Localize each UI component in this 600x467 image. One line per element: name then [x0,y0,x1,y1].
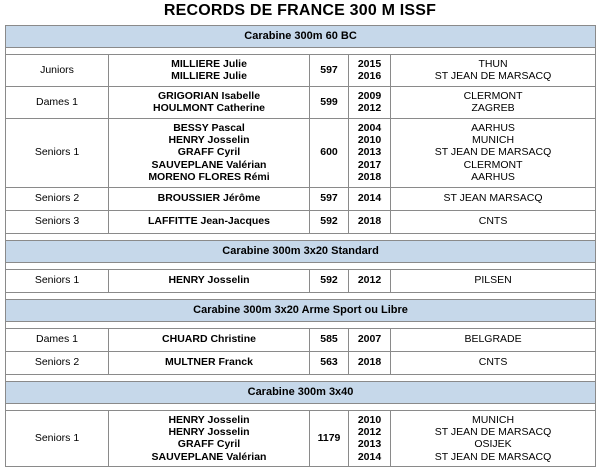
record-year-cell [349,86,391,118]
record-year: 2018 [357,171,382,184]
records-table-body [6,26,596,467]
category-cell: Seniors 3 [6,210,109,233]
record-place: MUNICH [472,133,515,146]
record-year: 2010 [357,413,382,426]
category-cell: Seniors 2 [6,187,109,210]
shooter-name-cell [109,210,310,233]
record-year: 2014 [357,450,382,463]
page-title: RECORDS DE FRANCE 300 M ISSF [163,2,437,19]
category-cell: Dames 1 [6,328,109,351]
record-place: MUNICH [472,413,515,426]
record-year: 2014 [357,192,382,205]
record-year: 2012 [357,274,382,287]
table-row [6,351,596,374]
shooter-name-cell [109,269,310,292]
shooter-name: GRAFF Cyril [177,146,241,159]
score-cell: 592 [310,210,349,233]
section-spacer [6,374,596,381]
record-place: CLERMONT [463,158,523,171]
section-title: Carabine 300m 3x20 Arme Sport ou Libre [6,299,596,321]
table-row [6,269,596,292]
category-cell: Seniors 1 [6,118,109,187]
record-year-cell [349,328,391,351]
category-cell: Seniors 2 [6,351,109,374]
category-cell: Dames 1 [6,86,109,118]
record-place: ST JEAN DE MARSACQ [434,425,552,438]
record-year: 2013 [357,146,382,159]
record-place: ST JEAN MARSACQ [443,192,543,205]
shooter-name: CHUARD Christine [162,333,256,346]
section-spacer [6,262,596,269]
shooter-name-cell [109,328,310,351]
record-place: CLERMONT [463,89,523,102]
shooter-name: MULTNER Franck [165,356,253,369]
shooter-name: BESSY Pascal [173,121,245,134]
record-year: 2010 [357,133,382,146]
table-row [6,187,596,210]
section-header-row [6,381,596,403]
table-row [6,328,596,351]
record-year-cell [349,351,391,374]
shooter-name: MILLIERE Julie [171,57,247,70]
section-spacer [6,48,596,55]
score-cell: 600 [310,118,349,187]
shooter-name: MORENO FLORES Rémi [148,171,270,184]
record-year: 2004 [357,121,382,134]
record-year-cell [349,269,391,292]
score-cell: 585 [310,328,349,351]
score-cell: 599 [310,86,349,118]
record-place-cell [391,86,596,118]
shooter-name: HENRY Josselin [168,133,250,146]
section-header-row [6,26,596,48]
record-place-cell [391,328,596,351]
score-cell: 597 [310,55,349,87]
record-year-cell [349,210,391,233]
record-place-cell [391,55,596,87]
record-place-cell [391,269,596,292]
section-spacer [6,403,596,410]
shooter-name-cell [109,118,310,187]
shooter-name: HENRY Josselin [168,413,250,426]
records-table-container [5,25,595,467]
record-place: ZAGREB [471,102,515,115]
record-place: BELGRADE [464,333,522,346]
record-year: 2016 [357,70,382,83]
section-title: Carabine 300m 60 BC [6,26,596,48]
score-cell: 1179 [310,410,349,467]
shooter-name: HENRY Josselin [168,274,250,287]
record-place: CNTS [478,215,508,228]
record-place-cell [391,187,596,210]
record-year: 2012 [357,102,382,115]
shooter-name: HOULMONT Catherine [152,102,265,115]
shooter-name: HENRY Josselin [168,425,250,438]
record-year: 2015 [357,57,382,70]
record-year-cell [349,410,391,467]
section-spacer [6,233,596,240]
record-place: CNTS [478,356,508,369]
score-cell: 592 [310,269,349,292]
shooter-name-cell [109,351,310,374]
shooter-name-cell [109,86,310,118]
section-title: Carabine 300m 3x40 [6,381,596,403]
score-cell: 597 [310,187,349,210]
record-place: AARHUS [471,171,515,184]
record-year: 2018 [357,356,382,369]
record-place: ST JEAN DE MARSACQ [434,70,552,83]
record-year: 2009 [357,89,382,102]
record-place: ST JEAN DE MARSACQ [434,146,552,159]
record-place: OSIJEK [474,438,512,451]
score-cell: 563 [310,351,349,374]
record-year: 2017 [357,158,382,171]
record-place-cell [391,210,596,233]
record-year: 2012 [357,425,382,438]
shooter-name-cell [109,410,310,467]
shooter-name: SAUVEPLANE Valérian [151,450,267,463]
shooter-name: SAUVEPLANE Valérian [151,158,267,171]
section-spacer [6,292,596,299]
shooter-name: GRIGORIAN Isabelle [157,89,261,102]
shooter-name: GRAFF Cyril [177,438,241,451]
record-place-cell [391,351,596,374]
category-cell: Juniors [6,55,109,87]
record-place: PILSEN [474,274,512,287]
category-cell: Seniors 1 [6,269,109,292]
table-row [6,55,596,87]
record-year-cell [349,118,391,187]
records-table [5,25,596,467]
shooter-name: LAFFITTE Jean-Jacques [148,215,270,228]
table-row [6,210,596,233]
category-cell: Seniors 1 [6,410,109,467]
shooter-name: BROUSSIER Jérôme [157,192,261,205]
section-spacer [6,321,596,328]
record-place-cell [391,410,596,467]
record-place: AARHUS [471,121,515,134]
table-row [6,410,596,467]
table-row [6,86,596,118]
shooter-name: MILLIERE Julie [171,70,247,83]
record-year: 2013 [357,438,382,451]
record-place: ST JEAN DE MARSACQ [434,450,552,463]
section-title: Carabine 300m 3x20 Standard [6,240,596,262]
record-year-cell [349,187,391,210]
record-year: 2007 [357,333,382,346]
record-place-cell [391,118,596,187]
section-header-row [6,240,596,262]
shooter-name-cell [109,55,310,87]
shooter-name-cell [109,187,310,210]
record-place: THUN [478,57,508,70]
section-header-row [6,299,596,321]
record-year-cell [349,55,391,87]
record-year: 2018 [357,215,382,228]
table-row [6,118,596,187]
